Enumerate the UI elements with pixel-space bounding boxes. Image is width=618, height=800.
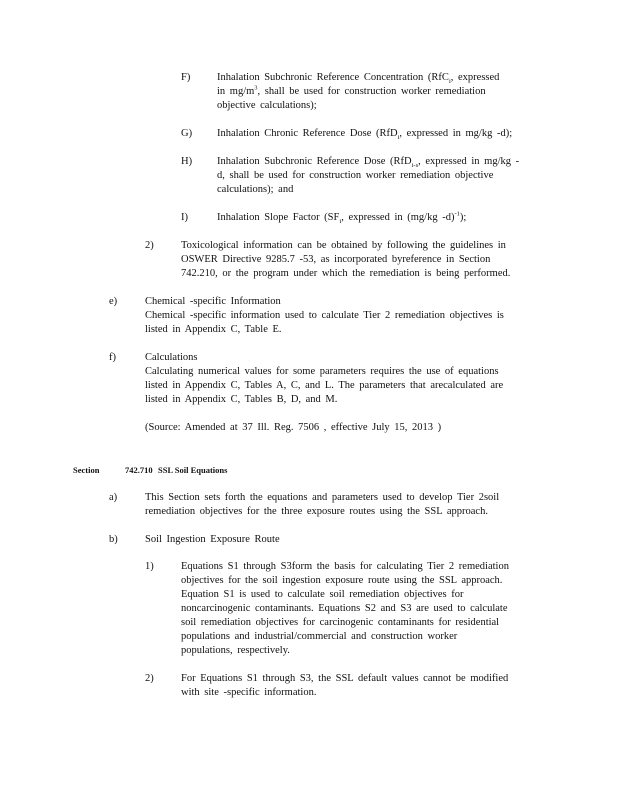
item-e-heading: Chemical -specific Information: [145, 296, 281, 307]
item-a-line-2: remediation objectives for the three exposure routes using the SSL approach.: [145, 506, 488, 517]
item-a-line-1: This Section sets forth the equations and parameters used to develop Tier 2soil: [145, 492, 500, 503]
item-h-line-2: d, shall be used for construction worker remediation objective: [217, 170, 494, 181]
item-f-line-3: objective calculations);: [217, 100, 317, 111]
item-marker-i: I): [181, 212, 188, 223]
item-b-heading: Soil Ingestion Exposure Route: [145, 534, 280, 545]
item-b1-line-5: soil remediation objectives for carcinogenic contaminants for residential: [181, 617, 500, 628]
item-marker-g: G): [181, 128, 193, 139]
tox-line-2: OSWER Directive 9285.7 -53, as incorporated byreference in Section: [181, 254, 491, 265]
item-f-lower-line-2: Calculating numerical values for some parameters requires the use of equations: [145, 366, 499, 377]
item-b1-line-3: Equation S1 is used to calculate soil remediation objectives for: [181, 589, 464, 600]
item-marker-a: a): [109, 492, 118, 503]
item-e-line-2: Chemical -specific information used to calculate Tier 2 remediation objectives is: [145, 310, 504, 321]
item-f-line-2: in $mg/m^3$, shall be used for construction worker remediation: [217, 84, 486, 97]
tox-line-3: 742.210, or the program under which the remediation is being performed.: [181, 268, 511, 279]
item-b2-line-2: with site -specific information.: [181, 687, 317, 698]
item-marker-f: F): [181, 72, 191, 83]
tox-line-1: Toxicological information can be obtained by following the guidelines in: [181, 240, 506, 251]
item-f-lower-line-4: listed in Appendix C, Tables B, D, and M.: [145, 394, 338, 405]
section-label: Section: [73, 465, 100, 475]
item-b1-line-4: noncarcinogenic contaminants. Equations S2 and S3 are used to calculate: [181, 603, 508, 614]
item-b1-line-6: populations and industrial/commercial and construction worker: [181, 631, 458, 642]
item-h-line-1: Inhalation Subchronic Reference Dose (RfD$_{i-s}$, expressed in mg/kg -: [217, 156, 520, 170]
item-f-line-1: Inhalation Subchronic Reference Concentration (RfC$_i$, expressed: [217, 72, 500, 86]
section-number: 742.710: [125, 465, 153, 475]
item-b1-line-7: populations, respectively.: [181, 645, 290, 656]
section-title: SSL Soil Equations: [158, 465, 228, 475]
item-marker-b2: 2): [145, 673, 154, 684]
item-f-lower-heading: Calculations: [145, 352, 198, 363]
item-b2-line-1: For Equations S1 through S3, the SSL default values cannot be modified: [181, 673, 509, 684]
item-marker-b1: 1): [145, 561, 154, 572]
item-marker-f-lower: f): [109, 352, 116, 363]
item-e-line-3: listed in Appendix C, Table E.: [145, 324, 282, 335]
item-g-line-1: Inhalation Chronic Reference Dose (RfD$_i$, expressed in mg/kg -d);: [217, 128, 513, 142]
item-b1-line-1: Equations S1 through S3form the basis for calculating Tier 2 remediation: [181, 561, 509, 572]
item-marker-2-tox: 2): [145, 240, 154, 251]
source-note: (Source: Amended at 37 Ill. Reg. 7506 , effective July 15, 2013 ): [145, 422, 442, 433]
item-h-line-3: calculations); and: [217, 184, 294, 195]
item-b1-line-2: objectives for the soil ingestion exposure route using the SSL approach.: [181, 575, 503, 586]
item-i-line-1: Inhalation Slope Factor ($SF_i$, expressed in (mg/kg -d)$^{-1}$);: [217, 210, 467, 226]
item-marker-b: b): [109, 534, 118, 545]
item-marker-e: e): [109, 296, 118, 307]
item-f-lower-line-3: listed in Appendix C, Tables A, C, and L. The parameters that arecalculated are: [145, 380, 504, 391]
item-marker-h: H): [181, 156, 193, 167]
